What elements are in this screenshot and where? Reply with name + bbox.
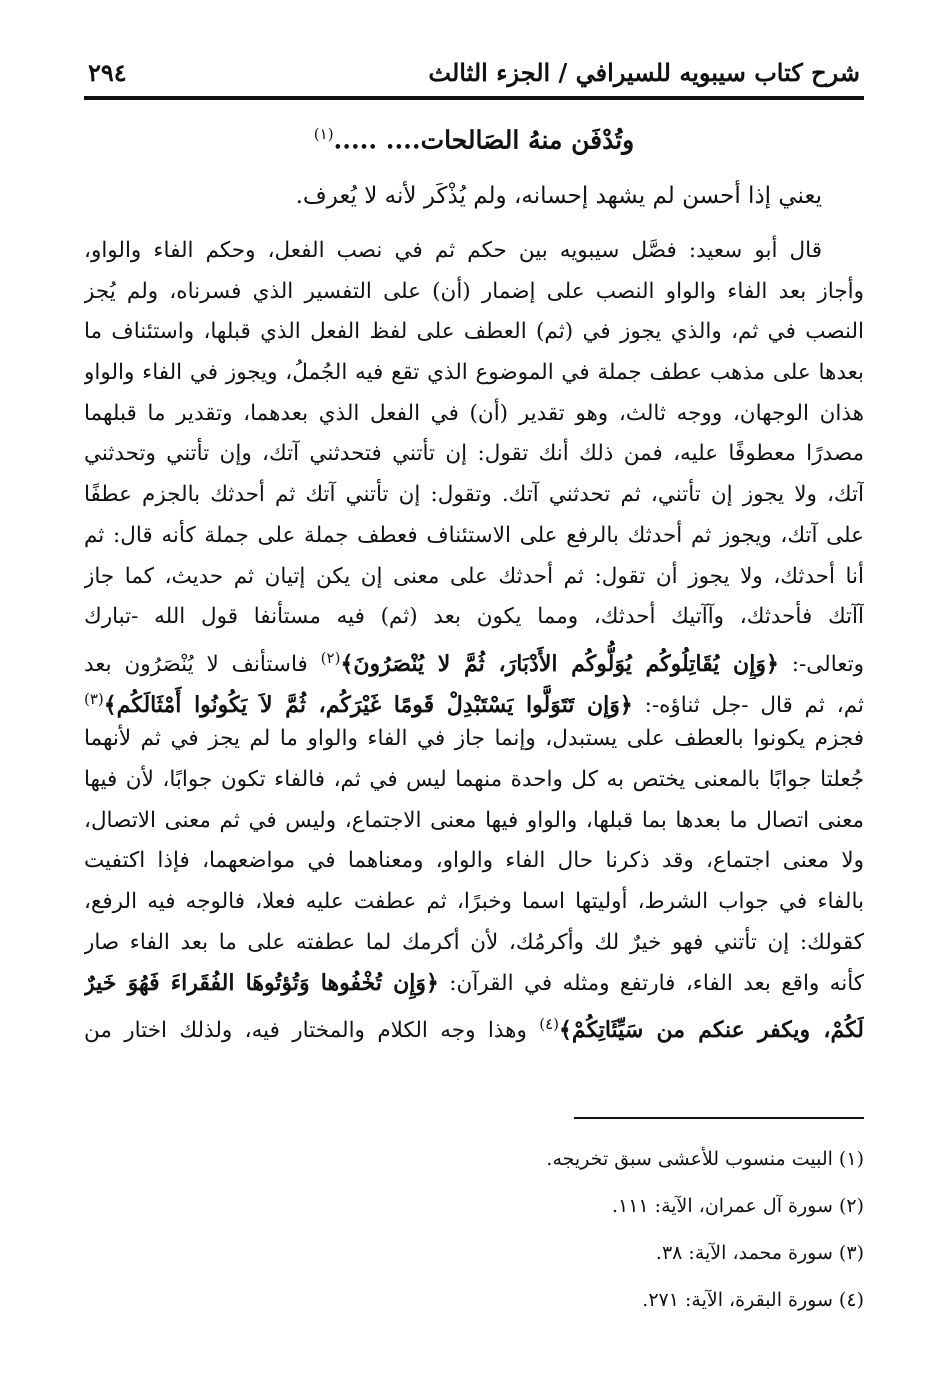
text-line: [84, 963, 864, 1004]
running-title: شرح كتاب سيبويه للسيرافي / الجزء الثالث: [428, 57, 860, 87]
text-line: جُعلتا جوابًا بالمعنى يختص به كل واحدة منهما ليس في ثم، فالفاء تكون جوابًا، لأن فيها: [84, 766, 864, 792]
footnote-ref: (٢): [320, 648, 341, 667]
line-segment: كأنه واقع بعد الفاء، فارتفع ومثله في القرآن:: [449, 971, 864, 997]
line-segment: وتعالى-:: [791, 652, 864, 678]
page-number: ٢٩٤: [88, 57, 127, 87]
line-segment: وهذا وجه الكلام والمختار فيه، ولذلك اختار من: [84, 1018, 527, 1044]
footnote: (٣) سورة محمد، الآية: ٣٨.: [655, 1242, 864, 1264]
text-line: مصدرًا معطوفًا عليه، فمن ذلك أنك تقول: إن تأتني فتحدثني آتك، وإن تأتني وتحدثني: [84, 441, 864, 467]
text-line: على آتك، ويجوز ثم أحدثك بالرفع على الاستئناف فعطف جملة على جملة كأنه قال: ثم: [84, 522, 864, 548]
quran-quote: لَكُمْ، ويكفر عنكم من سَيِّئَاتِكُمْ﴾: [559, 1017, 864, 1044]
footnotes: [84, 1136, 864, 1324]
verse-gloss: يعني إذا أحسن لم يشهد إحسانه، ولم يُذْكَر لأنه لا يُعرف.: [295, 183, 822, 209]
quran-quote: ﴿وَإِن يُقَاتِلُوكُم يُوَلُّوكُم الأَدْبَارَ، ثُمَّ لا يُنْصَرُونَ﴾: [340, 651, 779, 678]
text-line: بعدها على مذهب عطف جملة في الموضوع الذي تقع فيه الجُملُ، ويجوز في الفاء والواو: [84, 360, 864, 386]
text-line: معنى اتصال ما بعدها بما قبلها، والواو فيها معنى الاجتماع، وليس في ثم معنى الاتصال،: [84, 807, 864, 833]
main-text: [84, 231, 864, 1045]
text-line: ولا معنى اجتماع، وقد ذكرنا حال الفاء والواو، ومعناهما في مواضعهما، فإذا اكتفيت: [84, 848, 864, 874]
text-line: بالفاء في جواب الشرط، أوليتها اسما وخبرًا، ثم عطفت عليه فعلا، فالوجه فيه الرفع،: [84, 889, 864, 914]
text-line: آآتك فأحدثك، وآآتيك أحدثك، ومما يكون بعد (ثم) فيه مستأنفا قول الله -تبارك: [84, 604, 864, 630]
text-line: أنا أحدثك، ولا يجوز أن تقول: ثم أحدثك على معنى إن يكن إتيان ثم حديث، كما جاز: [84, 563, 864, 589]
footnote-ref: (٣): [84, 689, 104, 708]
header-rule: [84, 96, 864, 100]
footnote-ref: (٤): [539, 1015, 560, 1034]
verse-text: وتُدْفَن منهُ الصَالحات.... .....: [333, 125, 635, 155]
footnote: (١) البيت منسوب للأعشى سبق تخريجه.: [546, 1148, 864, 1170]
text-line: [84, 638, 864, 679]
footnote: (٤) سورة البقرة، الآية: ٢٧١.: [642, 1289, 864, 1311]
line-segment: ثم، ثم قال -جل ثناؤه-:: [644, 692, 864, 718]
poetry-verse: [84, 114, 864, 160]
text-line: النصب في ثم، والذي يجوز في (ثم) العطف على لفظ الفعل الذي قبلها، واستئناف ما: [84, 319, 864, 345]
text-line: كقولك: إن تأتني فهو خيرٌ لك وأكرمُك، لأن أكرمك لما عطفته على ما بعد الفاء صار: [84, 929, 864, 955]
text-line: قال أبو سعيد: فصَّل سيبويه بين حكم ثم في نصب الفعل، وحكم الفاء والواو،: [84, 238, 822, 263]
quran-quote: ﴿وَإِن تَتَوَلَّوا يَسْتَبْدِلْ قَومًا غَيْرَكُم، ثُمَّ لاَ يَكُونُوا أَمْثَالَكُم﴾: [103, 691, 633, 718]
text-line: آتك، ولا يجوز إن تأتني، ثم تحدثني آتك. وتقول: إن تأتني آتك ثم أحدثك بالجزم عطفًا: [84, 482, 864, 508]
footnote-ref: (١): [313, 125, 334, 143]
quran-quote: ﴿وَإِن تُخْفُوها وَتُؤتُوهَا الفُقَراءَ فَهُوَ خَيرٌ: [84, 970, 439, 997]
footnote-rule: [574, 1117, 864, 1119]
text-line: هذان الوجهان، ووجه ثالث، وهو تقدير (أن) في الفعل الذي بعدهما، وتقدير ما قبلهما: [84, 400, 864, 426]
text-line: [84, 679, 864, 720]
line-segment: فاستأنف لا يُنْصَرُون بعد: [84, 652, 308, 678]
footnote: (٢) سورة آل عمران، الآية: ١١١.: [611, 1195, 864, 1217]
text-line: وأجاز بعد الفاء والواو النصب على إضمار (أن) على التفسير الذي فسرناه، ولم يُجز: [84, 278, 864, 304]
running-header: [88, 52, 860, 92]
text-line: [84, 1004, 864, 1045]
text-line: فجزم يكونوا بالعطف على يستبدل، وإنما جاز في الفاء والواو ما لم يجز في ثم لأنهما: [84, 726, 864, 752]
